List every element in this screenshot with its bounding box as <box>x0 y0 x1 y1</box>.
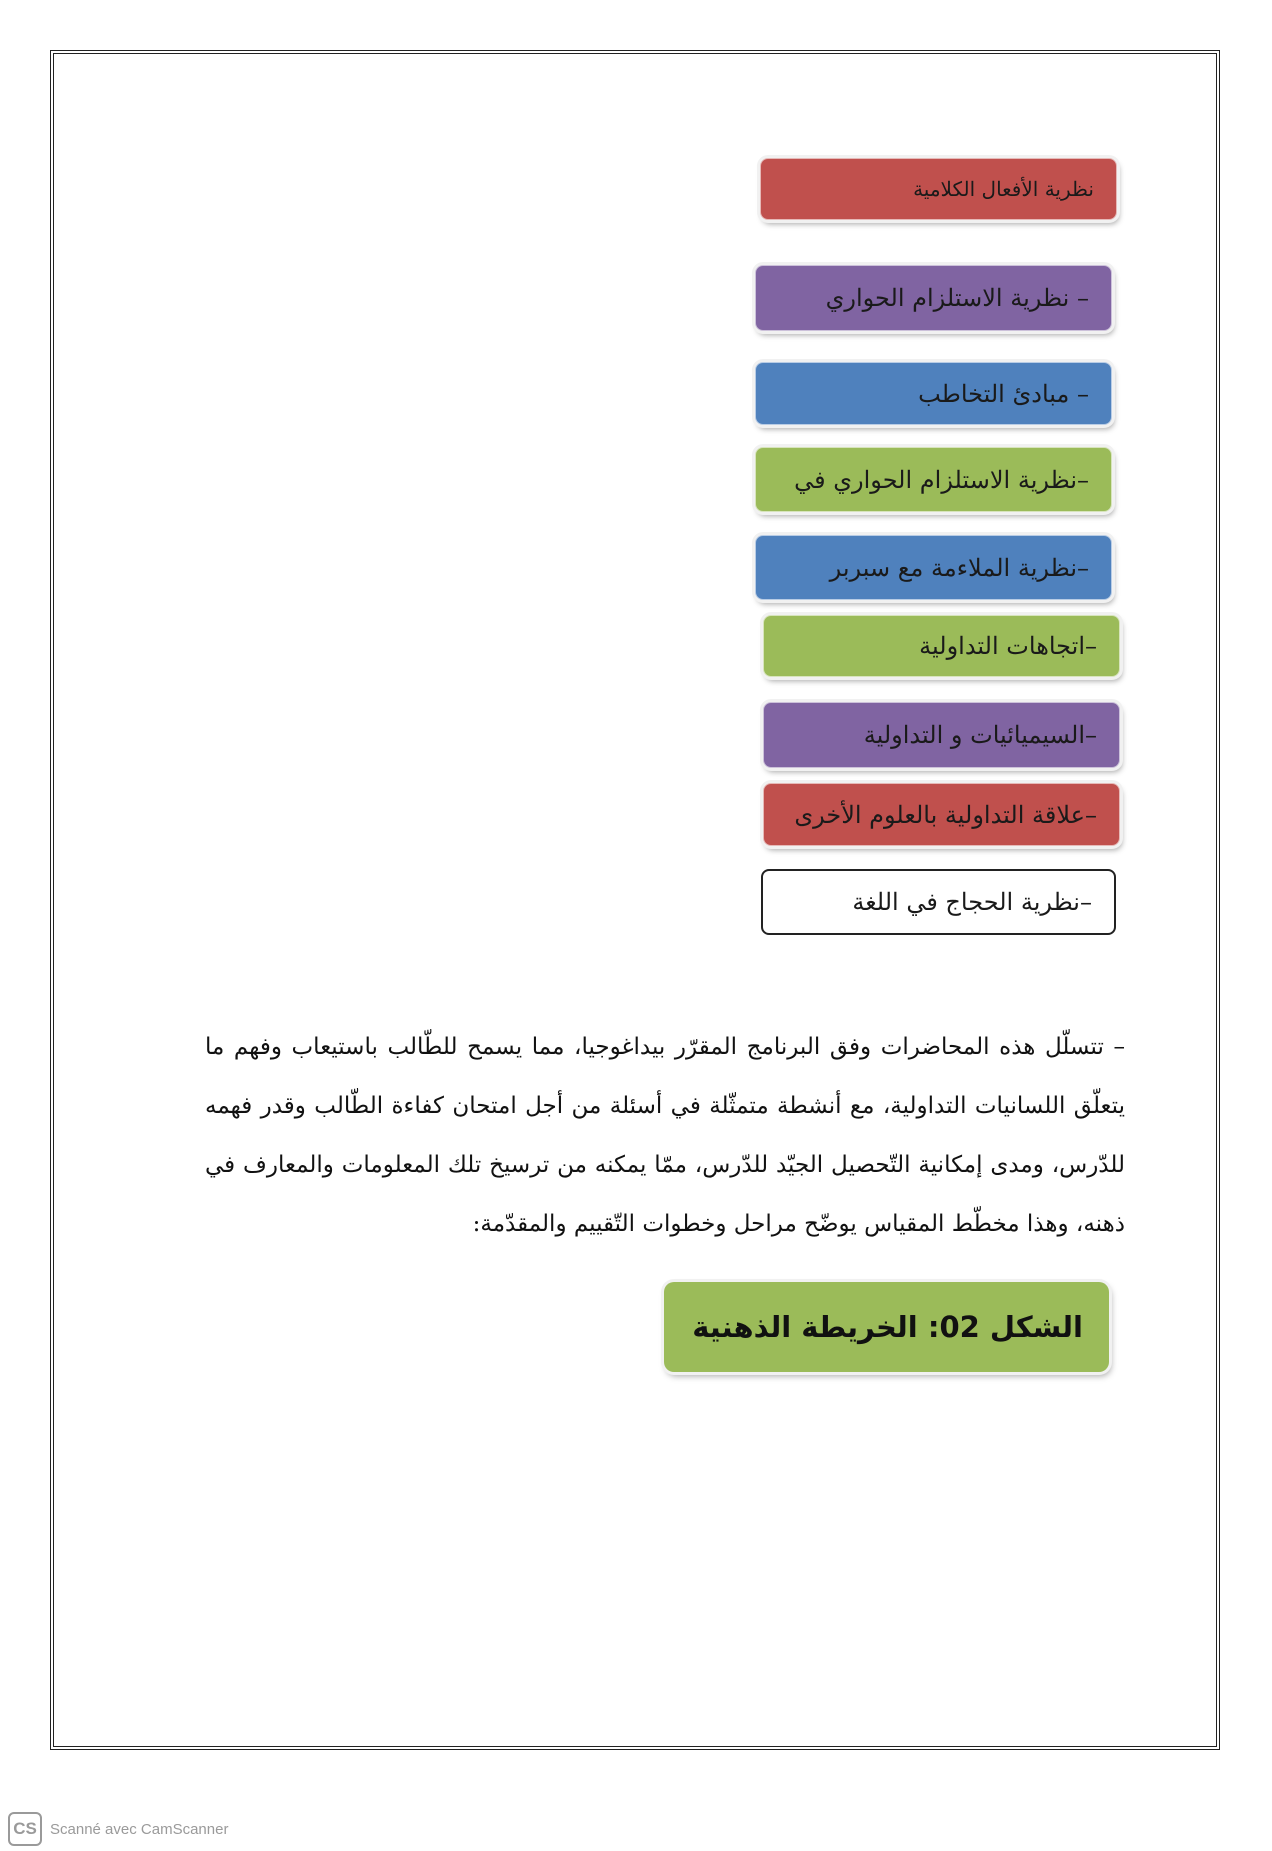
mind-map-box-argumentation-theory <box>761 869 1116 935</box>
mind-map-box-speech-acts <box>760 158 1117 220</box>
mind-map-box-pragmatic-trends <box>763 615 1120 677</box>
mind-map-box-discourse-principles <box>755 362 1112 425</box>
mind-map-box-semiotics-pragmatics <box>763 702 1120 768</box>
box-label: –نظرية الملاءمة مع سبربر <box>829 553 1089 582</box>
box-label: – نظرية الاستلزام الحواري <box>825 284 1089 312</box>
box-label: –نظرية الاستلزام الحواري في <box>794 465 1089 494</box>
box-label: –اتجاهات التداولية <box>919 632 1097 660</box>
figure-caption-box <box>664 1282 1109 1372</box>
watermark-text: Scanné avec CamScanner <box>50 1820 229 1838</box>
camscanner-logo-icon: CS <box>8 1812 42 1846</box>
mind-map-box-pragmatics-relations <box>763 783 1120 846</box>
box-label: –نظرية الحجاج في اللغة <box>852 888 1092 916</box>
figure-caption: الشكل 02: الخريطة الذهنية <box>692 1310 1083 1344</box>
box-label: نظرية الأفعال الكلامية <box>913 177 1094 201</box>
box-label: –علاقة التداولية بالعلوم الأخرى <box>794 800 1097 829</box>
mind-map-box-conversational-implicature <box>755 265 1112 331</box>
body-paragraph: – تتسلّل هذه المحاضرات وفق البرنامج المقرّر بيداغوجيا، مما يسمح للطّالب باستيعاب وفهم ما يتعلّق اللسانيات التداولية، مع أنشطة متمثّلة في أسئلة من أجل امتحان كفاءة الطّالب وقدر فهمه للدّرس، ومدى إمكانية التّحصيل الجيّد للدّرس، ممّا يمكنه من ترسيخ تلك المعلومات والمعارف في ذهنه، وهذا مخطّط المقياس يوضّح مراحل وخطوات التّقييم والمقدّمة: <box>205 1034 1125 1237</box>
mind-map-box-relevance-theory <box>755 535 1112 600</box>
box-label: –السيميائيات و التداولية <box>863 721 1097 749</box>
box-label: – مبادئ التخاطب <box>918 379 1089 408</box>
mind-map-box-implicature-in <box>755 447 1112 512</box>
camscanner-watermark <box>8 1812 228 1846</box>
